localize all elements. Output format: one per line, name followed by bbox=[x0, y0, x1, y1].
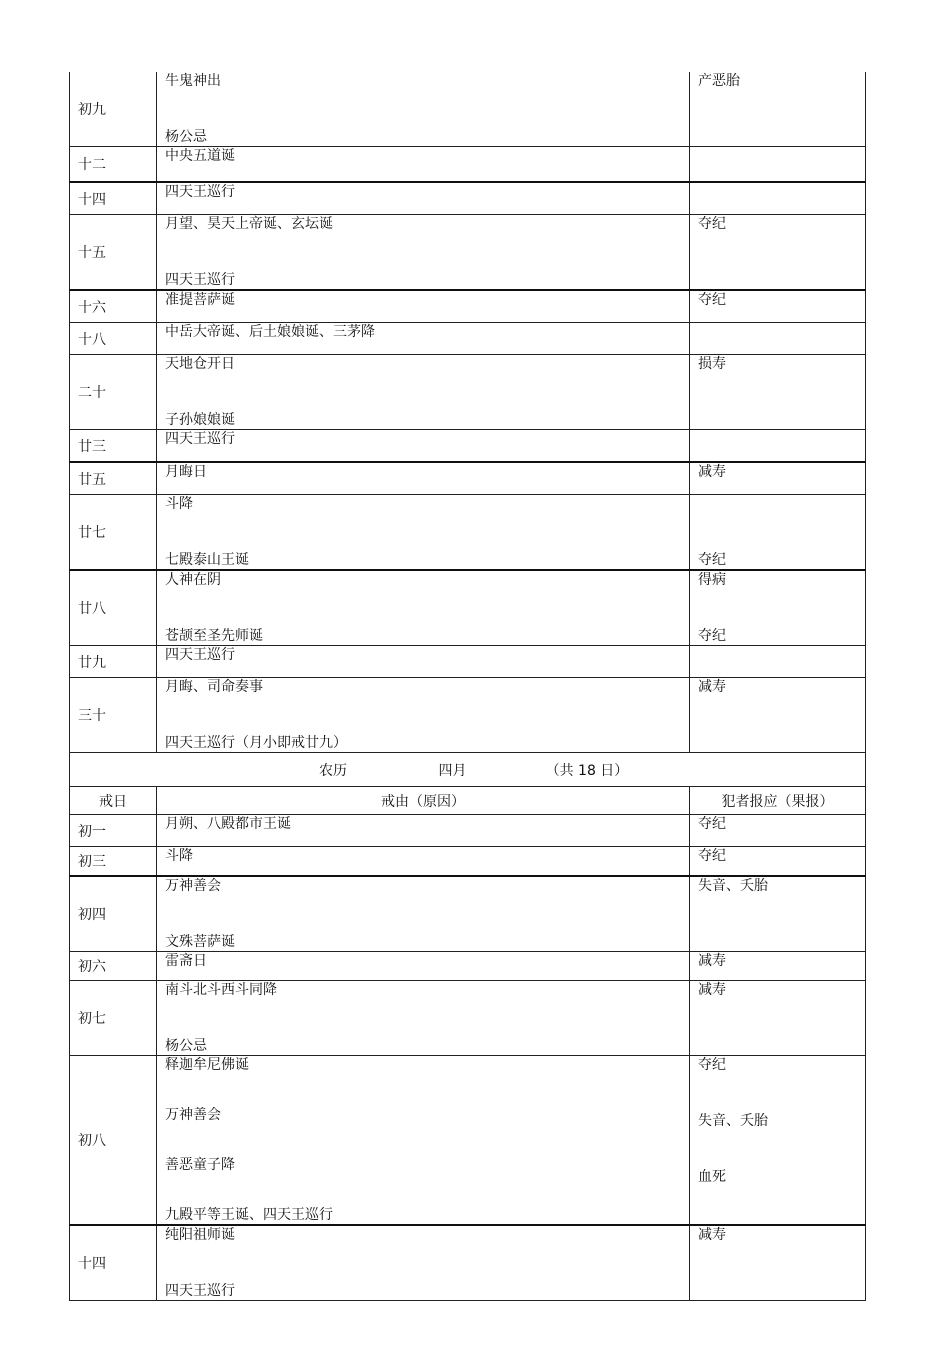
cell-lines bbox=[165, 323, 681, 354]
day-cell: 十八 bbox=[70, 323, 157, 355]
cell-lines bbox=[165, 678, 681, 752]
cell-lines bbox=[165, 877, 681, 951]
day-cell: 初九 bbox=[70, 72, 157, 147]
result-cell bbox=[690, 323, 866, 355]
result-cell bbox=[690, 678, 866, 753]
reason-text: 纯阳祖师诞 bbox=[165, 1227, 235, 1243]
day-cell: 十六 bbox=[70, 290, 157, 323]
reason-text: 牛鬼神出 bbox=[165, 73, 221, 89]
day-cell: 初六 bbox=[70, 952, 157, 981]
day-cell: 十二 bbox=[70, 147, 157, 183]
reason-text: 七殿泰山王诞 bbox=[165, 552, 249, 568]
table-row bbox=[70, 847, 866, 877]
table-row bbox=[70, 952, 866, 981]
column-header-result: 犯者报应（果报） bbox=[690, 787, 866, 815]
cell-lines bbox=[165, 72, 681, 146]
result-text: 减寿 bbox=[698, 679, 726, 695]
reason-cell bbox=[157, 815, 690, 847]
reason-cell bbox=[157, 876, 690, 952]
reason-cell bbox=[157, 570, 690, 646]
result-cell bbox=[690, 876, 866, 952]
reason-text: 月晦日 bbox=[165, 464, 207, 480]
result-cell bbox=[690, 215, 866, 291]
reason-text: 四天王巡行（月小即戒廿九） bbox=[165, 735, 347, 751]
result-text: 减寿 bbox=[698, 1227, 726, 1243]
result-cell bbox=[690, 847, 866, 877]
result-text: 夺纪 bbox=[698, 216, 726, 232]
cell-lines bbox=[165, 215, 681, 289]
reason-cell bbox=[157, 1225, 690, 1301]
result-cell bbox=[690, 952, 866, 981]
cell-lines bbox=[698, 877, 857, 951]
cell-lines bbox=[698, 847, 857, 875]
result-cell bbox=[690, 1225, 866, 1301]
table-row bbox=[70, 290, 866, 323]
result-text: 减寿 bbox=[698, 464, 726, 480]
month-header-lunar: 农历 bbox=[319, 762, 348, 779]
table-row bbox=[70, 815, 866, 847]
table-row bbox=[70, 430, 866, 463]
result-text: 血死 bbox=[698, 1169, 726, 1185]
reason-text: 四天王巡行 bbox=[165, 431, 235, 447]
result-text: 失音、夭胎 bbox=[698, 878, 768, 894]
result-cell bbox=[690, 290, 866, 323]
cell-lines bbox=[165, 355, 681, 429]
cell-lines bbox=[165, 952, 681, 980]
reason-text: 斗降 bbox=[165, 848, 193, 864]
day-cell: 廿五 bbox=[70, 462, 157, 495]
table-row bbox=[70, 462, 866, 495]
result-text: 产恶胎 bbox=[698, 73, 740, 89]
column-header-day: 戒日 bbox=[70, 787, 157, 815]
cell-lines bbox=[698, 571, 857, 645]
month-header-cell bbox=[70, 753, 866, 787]
cell-lines bbox=[698, 646, 857, 677]
cell-lines bbox=[698, 355, 857, 429]
reason-cell bbox=[157, 462, 690, 495]
result-text: 失音、夭胎 bbox=[698, 1113, 768, 1129]
table-row bbox=[70, 182, 866, 215]
cell-lines bbox=[698, 215, 857, 289]
table-row bbox=[70, 1225, 866, 1301]
cell-lines bbox=[165, 815, 681, 846]
reason-cell bbox=[157, 147, 690, 183]
reason-cell bbox=[157, 1056, 690, 1226]
cell-lines bbox=[698, 952, 857, 980]
result-cell bbox=[690, 182, 866, 215]
result-cell bbox=[690, 815, 866, 847]
result-text: 夺纪 bbox=[698, 552, 726, 568]
result-text: 夺纪 bbox=[698, 1057, 726, 1073]
reason-cell bbox=[157, 215, 690, 291]
result-text: 减寿 bbox=[698, 953, 726, 969]
reason-cell bbox=[157, 952, 690, 981]
cell-lines bbox=[698, 72, 857, 146]
reason-text: 月朔、八殿都市王诞 bbox=[165, 816, 291, 832]
result-text: 减寿 bbox=[698, 982, 726, 998]
cell-lines bbox=[698, 463, 857, 494]
reason-text: 万神善会 bbox=[165, 878, 221, 894]
day-cell: 廿七 bbox=[70, 495, 157, 571]
result-text: 夺纪 bbox=[698, 816, 726, 832]
reason-text: 杨公忌 bbox=[165, 129, 207, 145]
cell-lines bbox=[165, 183, 681, 214]
cell-lines bbox=[698, 678, 857, 752]
day-cell: 初四 bbox=[70, 876, 157, 952]
cell-lines bbox=[698, 323, 857, 354]
reason-text: 万神善会 bbox=[165, 1107, 221, 1123]
reason-text: 四天王巡行 bbox=[165, 647, 235, 663]
result-cell bbox=[690, 570, 866, 646]
table-row bbox=[70, 495, 866, 571]
result-text: 夺纪 bbox=[698, 848, 726, 864]
cell-lines bbox=[165, 847, 681, 875]
day-cell: 二十 bbox=[70, 355, 157, 430]
day-cell: 廿三 bbox=[70, 430, 157, 463]
day-cell: 廿八 bbox=[70, 570, 157, 646]
table-row bbox=[70, 215, 866, 291]
result-text: 损寿 bbox=[698, 356, 726, 372]
day-cell: 十五 bbox=[70, 215, 157, 291]
reason-cell bbox=[157, 495, 690, 571]
cell-lines bbox=[165, 981, 681, 1055]
day-cell: 十四 bbox=[70, 1225, 157, 1301]
column-header-row bbox=[70, 787, 866, 815]
cell-lines bbox=[165, 1226, 681, 1300]
reason-text: 杨公忌 bbox=[165, 1038, 207, 1054]
cell-lines bbox=[165, 147, 681, 181]
reason-text: 月晦、司命奏事 bbox=[165, 679, 263, 695]
cell-lines bbox=[165, 495, 681, 569]
table-row bbox=[70, 323, 866, 355]
cell-lines bbox=[165, 291, 681, 322]
cell-lines bbox=[698, 1056, 857, 1224]
reason-text: 四天王巡行 bbox=[165, 272, 235, 288]
cell-lines bbox=[698, 147, 857, 181]
reason-cell bbox=[157, 355, 690, 430]
reason-text: 四天王巡行 bbox=[165, 1283, 235, 1299]
reason-text: 子孙娘娘诞 bbox=[165, 412, 235, 428]
reason-cell bbox=[157, 678, 690, 753]
reason-cell bbox=[157, 182, 690, 215]
cell-lines bbox=[698, 1226, 857, 1300]
day-cell: 十四 bbox=[70, 182, 157, 215]
result-text: 夺纪 bbox=[698, 292, 726, 308]
month-header-row bbox=[70, 753, 866, 787]
reason-cell bbox=[157, 430, 690, 463]
table-row bbox=[70, 147, 866, 183]
cell-lines bbox=[165, 646, 681, 677]
table-row bbox=[70, 570, 866, 646]
reason-text: 中岳大帝诞、后土娘娘诞、三茅降 bbox=[165, 324, 375, 340]
month-section-header bbox=[70, 753, 866, 815]
reason-cell bbox=[157, 646, 690, 678]
table-row bbox=[70, 1056, 866, 1226]
result-cell bbox=[690, 1056, 866, 1226]
cell-lines bbox=[165, 571, 681, 645]
precept-table bbox=[69, 72, 866, 1301]
result-cell bbox=[690, 430, 866, 463]
reason-cell bbox=[157, 981, 690, 1056]
reason-cell bbox=[157, 290, 690, 323]
result-cell bbox=[690, 495, 866, 571]
cell-lines bbox=[165, 430, 681, 461]
cell-lines bbox=[698, 495, 857, 569]
reason-text: 雷斋日 bbox=[165, 953, 207, 969]
table-row bbox=[70, 981, 866, 1056]
table-row bbox=[70, 355, 866, 430]
column-header-reason: 戒由（原因） bbox=[157, 787, 690, 815]
reason-text: 斗降 bbox=[165, 496, 193, 512]
reason-text: 释迦牟尼佛诞 bbox=[165, 1057, 249, 1073]
reason-text: 准提菩萨诞 bbox=[165, 292, 235, 308]
month-header-month: 四月 bbox=[438, 762, 467, 779]
cell-lines bbox=[165, 463, 681, 494]
table-body-fourth-month bbox=[70, 815, 866, 1301]
day-cell: 初七 bbox=[70, 981, 157, 1056]
reason-cell bbox=[157, 323, 690, 355]
result-cell bbox=[690, 981, 866, 1056]
table-row bbox=[70, 678, 866, 753]
reason-text: 苍颉至圣先师诞 bbox=[165, 628, 263, 644]
result-cell bbox=[690, 147, 866, 183]
reason-cell bbox=[157, 72, 690, 147]
result-cell bbox=[690, 72, 866, 147]
reason-text: 天地仓开日 bbox=[165, 356, 235, 372]
cell-lines bbox=[165, 1056, 681, 1224]
table-row bbox=[70, 72, 866, 147]
table-row bbox=[70, 876, 866, 952]
reason-text: 南斗北斗西斗同降 bbox=[165, 982, 277, 998]
day-cell: 三十 bbox=[70, 678, 157, 753]
result-cell bbox=[690, 462, 866, 495]
result-text: 夺纪 bbox=[698, 628, 726, 644]
day-cell: 初八 bbox=[70, 1056, 157, 1226]
cell-lines bbox=[698, 291, 857, 322]
day-cell: 初一 bbox=[70, 815, 157, 847]
reason-text: 中央五道诞 bbox=[165, 148, 235, 164]
reason-text: 月望、昊天上帝诞、玄坛诞 bbox=[165, 216, 333, 232]
day-cell: 初三 bbox=[70, 847, 157, 877]
cell-lines bbox=[698, 815, 857, 846]
cell-lines bbox=[698, 981, 857, 1055]
reason-text: 善恶童子降 bbox=[165, 1157, 235, 1173]
result-cell bbox=[690, 355, 866, 430]
table-body-prev-month bbox=[70, 72, 866, 753]
reason-text: 九殿平等王诞、四天王巡行 bbox=[165, 1207, 333, 1223]
cell-lines bbox=[698, 430, 857, 461]
reason-text: 人神在阴 bbox=[165, 572, 221, 588]
reason-cell bbox=[157, 847, 690, 877]
reason-text: 文殊菩萨诞 bbox=[165, 934, 235, 950]
day-cell: 廿九 bbox=[70, 646, 157, 678]
result-text: 得病 bbox=[698, 572, 726, 588]
month-header-total: （共 18 日） bbox=[545, 762, 629, 779]
reason-text: 四天王巡行 bbox=[165, 184, 235, 200]
table-row bbox=[70, 646, 866, 678]
cell-lines bbox=[698, 183, 857, 214]
result-cell bbox=[690, 646, 866, 678]
